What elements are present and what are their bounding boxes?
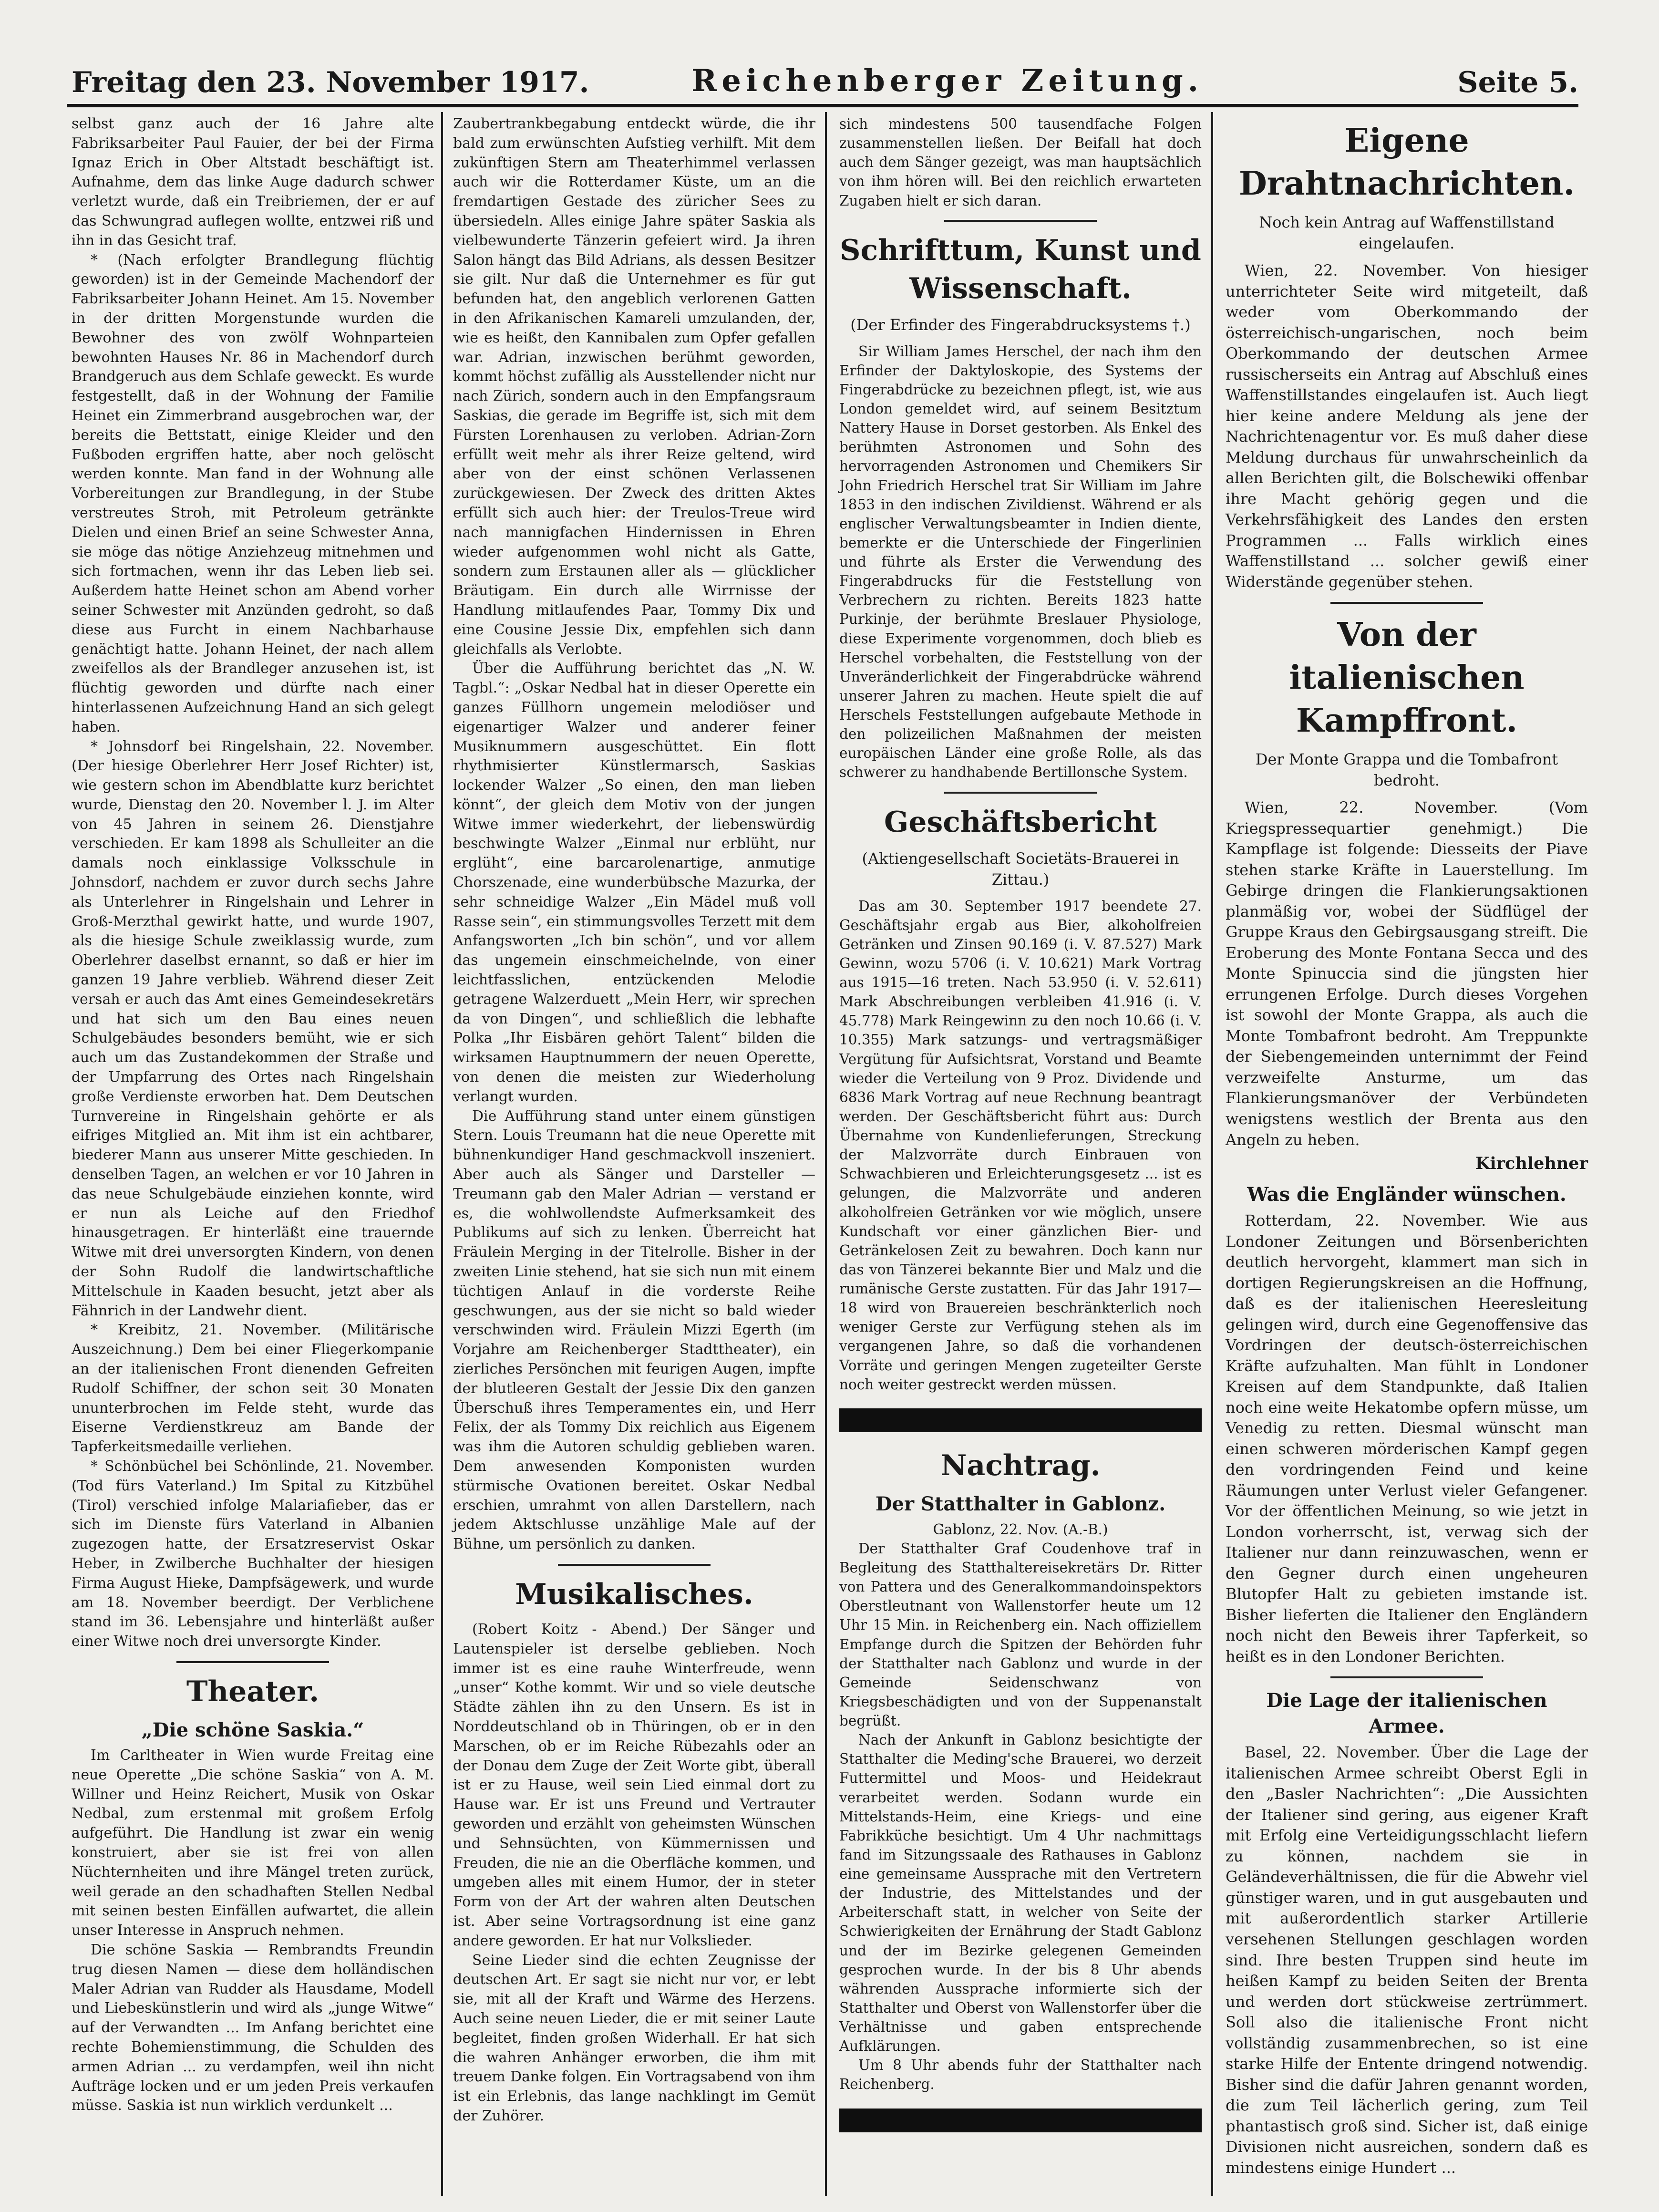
section-title-theater: Theater. bbox=[186, 1675, 319, 1708]
article-paragraph: Die Aufführung stand unter einem günstigen Stern. Louis Treumann hat die neue Operette mit bühnenkundiger Hand geschmackvoll inszeniert. Aber auch als Sänger und Darsteller — Treumann gab den Maler Adrian — verstand er es, die wohlwollendste Aufmerksamkeit des Publikums auf sich zu lenken. Überreicht hat Fräulein Merging in der Titelrolle. Bisher in der zweiten Linie stehend, hat sie sich nun mit einem tüchtigen Anlauf in die vorderste Reihe geschwungen, aus der sie nicht so bald wieder verschwinden wird. Fräulein Mizzi Egerth (im Vorjahre am Reichenberger Stadttheater), ein zierliches Persönchen mit feurigen Augen, impfte der blutleeren Gestalt der Jessie Dix den ganzen Überschuß ihres Temperamentes ein, und Herr Felix, der als Tommy Dix reichlich aus Eigenem was ihm die Autoren schuldig geblieben waren. Dem anwesenden Komponisten wurden stürmische Ovationen bereitet. Oskar Nedbal erschien, umrahmt von allen Darstellern, nach jedem Aktschlusse unzählige Male auf der Bühne, um persönlich zu danken. bbox=[453, 1107, 815, 1553]
section-divider bbox=[558, 1564, 711, 1566]
header-rule bbox=[67, 104, 1578, 107]
article-paragraph: * (Nach erfolgter Brandlegung flüchtig geworden) ist in der Gemeinde Machendorf der Fabriksarbeiter Johann Heinet. Am 15. November in der dritten Morgenstunde wurden die Bewohner des von zwölf Wohnparteien bewohnten Hauses Nr. 86 in Machendorf durch Brandgeruch aus dem Schlafe geweckt. Es wurde festgestellt, daß in der Wohnung der Familie Heinet ein Zimmerbrand ausgebrochen war, der bereits die Bettstatt, einige Kleider und den Fußboden ergriffen hatte, aber noch gelöscht werden konnte. Man fand in der Wohnung alle Vorbereitungen zur Brandlegung, in der Stube verstreutes Stroh, mit Petroleum getränkte Dielen und einen Brief an seine Schwester Anna, sie möge das nötige Anziehzeug mitnehmen und sich fortmachen, wenn ihr das Leben lieb sei. Außerdem hatte Heinet schon am Abend vorher seiner Schwester mit Anzünden gedroht, so daß diese aus Furcht in einem Nachbarhause genächtigt hatte. Johann Heinet, der nach allem zweifellos als der Brandleger anzusehen ist, ist flüchtig geworden und dürfte nach einer hinterlassenen Aufzeichnung Hand an sich gelegt haben. bbox=[72, 251, 434, 735]
article-paragraph: Der Statthalter Graf Coudenhove traf in Begleitung des Statthaltereisekretärs Dr. Ritter von Pattera und des Generalkommandoinspektors Oberstleutnant von Wallenstorfer heute um 12 Uhr 15 Min. in Reichenberg ein. Nach offiziellem Empfange durch die Spitzen der Behörden fuhr der Statthalter nach Gablonz und wurde in der Gemeinde Seidenschwanz von Kriegsbeschädigten und von der Suppenanstalt begrüßt. bbox=[839, 1540, 1202, 1729]
article-paragraph: Um 8 Uhr abends fuhr der Statthalter nach Reichenberg. bbox=[839, 2057, 1202, 2093]
black-rule bbox=[839, 2109, 1202, 2132]
article-paragraph: selbst ganz auch der 16 Jahre alte Fabriksarbeiter Paul Fauier, der bei der Firma Ignaz Erich in Ober Altstadt beschäftigt ist. Aufnahme, dem das linke Auge dadurch schwer verletzt wurde, daß ein Treibriemen, der er auf das Schwungrad auflegen wollte, entzwei riß und ihn in das Gesicht traf. bbox=[72, 115, 434, 249]
page-number: Seite 5. bbox=[1457, 66, 1578, 99]
section-title-front: Von der italienischen Kampffront. bbox=[1289, 616, 1525, 740]
article-subtitle: Der Statthalter in Gablonz. bbox=[875, 1492, 1166, 1515]
column-divider bbox=[441, 112, 443, 2196]
article-subtitle: „Die schöne Saskia.“ bbox=[141, 1718, 364, 1741]
section-divider bbox=[1330, 602, 1483, 604]
section-divider bbox=[1330, 1676, 1483, 1678]
section-title-business: Geschäftsbericht bbox=[884, 805, 1157, 839]
article-paragraph: Wien, 22. November. Von hiesiger unterrichteter Seite wird mitgeteilt, daß weder vom Oberkommando der österreichisch-ungarischen, noch beim Oberkommando der deutschen Armee russischerseits ein Antrag auf Abschluß eines Waffenstillstandes eingelaufen ist. Auch liegt hier keine andere Meldung als jene der Nachrichtenagentur vor. Es muß daher diese Meldung durchaus für unwahrscheinlich da allen Berichten gilt, die Bolschewiki offenbar ihre Macht gehörig gegen und die Verkehrsfähigkeit des Landes den ersten Programmen ... Falls wirklich eines Waffenstillstand ... solcher gewiß einer Widerstände gegenüber stehen. bbox=[1226, 261, 1588, 591]
byline: Kirchlehner bbox=[1475, 1154, 1588, 1174]
black-rule bbox=[839, 1408, 1202, 1432]
article-paragraph: Seine Lieder sind die echten Zeugnisse der deutschen Art. Er sagt sie nicht nur vor, er lebt sie, mit all der Kraft und Wärme des Herzens. Auch seine neuen Lieder, die er mit seiner Laute begleitet, finden großen Widerhall. Er hat sich die wahren Anhänger erworben, die ihm mit treuem Danke folgen. Ein Vortragsabend von ihm ist ein Erlebnis, das lange nachklingt im Gemüt der Zuhörer. bbox=[453, 1952, 815, 2124]
section-divider bbox=[944, 220, 1097, 222]
article-subtitle: Was die Engländer wünschen. bbox=[1247, 1183, 1566, 1206]
column-divider bbox=[825, 112, 827, 2196]
article-subtitle: (Aktiengesellschaft Societäts-Brauerei in Zittau.) bbox=[862, 849, 1179, 889]
article-paragraph: Sir William James Herschel, der nach ihm den Erfinder der Daktyloskopie, des Systems der Fingerabdrücke zu bezeichnen pflegt, ist, wie aus London gemeldet wird, auf seinem Besitztum Nattery Hause in Dorset gestorben. Als Enkel des berühmten Astronomen und Sohn des hervorragenden Astronomen und Chemikers Sir John Friedrich Herschel trat Sir William im Jahre 1853 in den indischen Zivildienst. Während er als englischer Verwaltungsbeamter in Indien diente, bemerkte er die Unterschiede der Fingerlinien und führte als Erster die Verwendung des Fingerabdrucks für die Feststellung von Verbrechern zu richten. Bereits 1823 hatte Purkinje, der berühmte Breslauer Physiologe, diese Experimente vorgenommen, doch blieb es Herschel vorbehalten, die Feststellung von der Unveränderlichkeit der Fingerabdrücke während unserer Jahren zu machen. Heute spielt die auf Herschels Feststellungen aufgebaute Methode in den polizeilichen Maßnahmen der meisten europäischen Länder eine große Rolle, als das schwerer zu handhabende Bertillonsche System. bbox=[839, 343, 1202, 781]
column-1 bbox=[72, 114, 434, 2116]
article-paragraph: Das am 30. September 1917 beendete 27. Geschäftsjahr ergab aus Bier, alkoholfreien Getränken und Zinsen 90.169 (i. V. 87.527) Mark Gewinn, wozu 5706 (i. V. 10.621) Mark Vortrag aus 1915—16 treten. Nach 53.950 (i. V. 52.611) Mark Abschreibungen verbleiben 41.916 (i. V. 45.778) Mark Reingewinn zu den noch 10.66 (i. V. 10.355) Mark satzungs- und vertragsmäßiger Vergütung für Aufsichtsrat, Vorstand und Beamte wieder die Verteilung von 9 Proz. Dividende und 6836 Mark Vortrag auf neue Rechnung beantragt werden. Der Geschäftsbericht führt aus: Durch Übernahme von Kundenlieferungen, Streckung der Malzvorräte durch Einbrauen von Schwachbieren und Erleichterungsgesetz ... ist es gelungen, die Malzvorräte und anderen alkoholfreien Getränken vor wie möglich, unsere Kundschaft vor einer gänzlichen Bier- und Getränkelosen Zeit zu bewahren. Doch kann nur das von Tänzerei bekannte Bier und Malz und die rumänische Gerste zustatten. Für das Jahr 1917—18 wird von Brauereien beschränkterlich noch weniger Gerste zur Verfügung stehen als im vergangenen Jahre, so daß die vorhandenen Vorräte und geringen Mengen zugeteilter Gerste noch weiter gestreckt werden müssen. bbox=[839, 898, 1202, 1393]
column-4 bbox=[1226, 114, 1588, 2178]
masthead bbox=[72, 57, 1578, 103]
section-divider bbox=[176, 1661, 329, 1663]
newspaper-title: Reichenberger Zeitung. bbox=[691, 63, 1204, 99]
article-paragraph: Über die Aufführung berichtet das „N. W. Tagbl.“: „Oskar Nedbal hat in dieser Operette ein ganzes Füllhorn ungemein melodiöser und eigenartiger Walzer und anderer feiner Musiknummern ausgeschüttet. Ein flott rhythmisierter Künstlermarsch, Saskias lockender Walzer „So einen, den man lieben könnt“, der gleich dem Motiv von der jungen Witwe immer wiederkehrt, der liebenswürdig beschwingte Walzer „Einmal nur erblüht, nur erglüht“, eine barcarolenartige, anmutige Chorszenade, eine wunderbübsche Mazurka, der sehr schneidige Walzer „Ein Mädel muß voll Rasse sein“, ein stimmungsvolles Terzett mit dem Anfangsworten „Ich bin schön“, und vor allem das ungemein einschmeichelnde, von einer leichtfasslichen, entzückenden Melodie getragene Walzerduett „Mein Herr, wir sprechen da von Dingen“, und schließlich die lebhafte Polka „Ihr Eisbären gehört Talent“ bilden die wirksamen Hauptnummern der neuen Operette, von denen die meisten zur Wiederholung verlangt wurden. bbox=[453, 660, 815, 1105]
article-paragraph: (Robert Koitz - Abend.) Der Sänger und Lautenspieler ist derselbe geblieben. Noch immer ist es eine rauhe Winterfreude, wenn „unser“ Kothe kommt. Wir und so viele deutsche Städte zählen ihn zu den Unsern. Es ist in Norddeutschland ob in Thüringen, ob er in den Marschen, ob er im Reiche Rübezahls oder an der Donau dem Zuge der Zeit Worte gibt, überall ist er zu Hause, weil sein Lied einmal dort zu Hause war. Er ist uns Freund und Vertrauter geworden und erzählt von geheimsten Wünschen und Sehnsüchten, von Kümmernissen und Freuden, die nie an die Oberfläche kommen, und umgeben alles mit einem Humor, der in steter Form von der Art der wahren alten Deutschen ist. Aber seine Vortragsordnung ist eine ganz andere geworden. Er hat nur Volkslieder. bbox=[453, 1621, 815, 1949]
article-paragraph: sich mindestens 500 tausendfache Folgen zusammenstellen ließen. Der Beifall hat doch auch dem Sänger gezeigt, was man hauptsächlich von ihm hören will. Bei den reichlich erwarteten Zugaben hielt er sich daran. bbox=[839, 116, 1202, 209]
dateline: Gablonz, 22. Nov. (A.-B.) bbox=[933, 1521, 1108, 1538]
article-paragraph: Wien, 22. November. (Vom Kriegspressequartier genehmigt.) Die Kampflage ist folgende: Diesseits der Piave stehen starke Kräfte in Lauerstellung. Im Gebirge dringen die Flankierungsaktionen planmäßig vor, wobei der Südflügel der Gruppe Kraus den Gebirgsausgang streift. Die Eroberung des Monte Fontana Secca und des Monte Spinuccia sind die jüngsten hier errungenen Erfolge. Durch dieses Vorgehen ist sowohl der Monte Grappa, als auch die Monte Tombafront bedroht. Am Treppunkte der Siebengemeinden unternimmt der Feind verzweifelte Ansturme, um das Flankierungsmanöver der Verbündeten wenigstens westlich der Brenta aus den Angeln zu heben. bbox=[1226, 798, 1588, 1149]
article-paragraph: * Johnsdorf bei Ringelshain, 22. November. (Der hiesige Oberlehrer Herr Josef Richter) ist, wie gestern schon im Abendblatte kurz berichtet wurde, Dienstag den 20. November l. J. im Alter von 45 Jahren in seinem 26. Dienstjahre verschieden. Er kam 1898 als Schulleiter an die damals noch einklassige Volksschule in Johnsdorf, nachdem er zuvor durch sechs Jahre als Unterlehrer in Ringelshain und Lehrer in Groß-Merzthal gewirkt hatte, und wurde 1907, als die hiesige Schule zweiklassig wurde, zum Oberlehrer daselbst ernannt, so daß er hier im ganzen 19 Jahre verblieb. Während dieser Zeit versah er auch das Amt eines Gemeindesekretärs und hat sich um den Bau eines neuen Schulgebäudes besonders bemüht, wie er sich auch um das Zustandekommen der Straße und der Umpfarrung des Ortes nach Ringelshain große Verdienste erworben hat. Dem Deutschen Turnvereine in Ringelshain gehörte er als eifriges Mitglied an. Mit ihm ist ein achtbarer, biederer Mann aus unserer Mitte geschieden. In denselben Tagen, an welchen er vor 10 Jahren in das neue Schulgebäude einziehen konnte, wird er nun als Leiche auf den Friedhof hinausgetragen. Er hinterläßt eine trauernde Witwe mit drei unversorgten Kindern, von denen der Sohn Rudolf die landwirtschaftliche Mittelschule in Kaaden besucht, jetzt aber als Fähnrich in der Landwehr dient. bbox=[72, 738, 434, 1319]
article-subtitle: Die Lage der italienischen Armee. bbox=[1266, 1689, 1547, 1738]
section-title-literature: Schrifttum, Kunst und Wissenschaft. bbox=[840, 233, 1201, 305]
section-title-wire: Eigene Drahtnachrichten. bbox=[1238, 122, 1575, 203]
article-paragraph: Basel, 22. November. Über die Lage der italienischen Armee schreibt Oberst Egli in den „Basler Nachrichten“: „Die Aussichten der Italiener sind gering, aus eigener Kraft mit Erfolg eine Verteidigungsschlacht liefern zu können, nachdem sie in Geländeverhältnissen, die für die Abwehr viel günstiger waren, und in gut ausgebauten und mit außerordentlich starker Artillerie versehenen Stellungen geschlagen worden sind. Ihre besten Truppen sind heute im heißen Kampf zu beiden Seiten der Brenta und werden dort stückweise zertrümmert. Soll also die italienische Front nicht vollständig zusammenbrechen, so ist eine starke Hilfe der Entente dringend notwendig. Bisher sind die dafür Jahren genannt worden, die zum Teil lächerlich gering, zum Teil phantastisch groß sind. Sicher ist, daß einige Divisionen nicht ausreichen, sondern daß es mindestens einige Hundert ... bbox=[1226, 1743, 1588, 2177]
column-2 bbox=[453, 114, 815, 2126]
header-date: Freitag den 23. November 1917. bbox=[72, 66, 589, 99]
column-divider bbox=[1211, 112, 1213, 2196]
article-paragraph: * Schönbüchel bei Schönlinde, 21. November. (Tod fürs Vaterland.) Im Spital zu Kitzbühel (Tirol) verschied infolge Malariafieber, das er sich im Dienste fürs Vaterland in Albanien zugezogen hatte, der Ersatzreservist Oskar Heber, in Zwilberche Buchhalter der hiesigen Firma August Hieke, Dampfsägewerk, und wurde am 18. November beerdigt. Der Verblichene stand im 36. Lebensjahre und hinterläßt außer einer Witwe noch drei unversorgte Kinder. bbox=[72, 1457, 434, 1650]
column-3 bbox=[839, 114, 1202, 2147]
article-paragraph: Die schöne Saskia — Rembrandts Freundin trug diesen Namen — diese dem holländischen Maler Adrian van Rudder als Hausdame, Modell und Liebeskünstlerin und wird als „junge Witwe“ auf der Verwandten ... Im Anfang berichtet eine rechte Bohemienstimmung, die Schulden des armen Adrian ... zu verdampfen, weil ihn nicht Aufträge locken und er um jeden Preis verkaufen müsse. Saskia ist nun wirklich verdunkelt ... bbox=[72, 1941, 434, 2114]
article-paragraph: * Kreibitz, 21. November. (Militärische Auszeichnung.) Dem bei einer Fliegerkompanie an der italienischen Front dienenden Gefreiten Rudolf Schiffner, der schon seit 30 Monaten ununterbrochen im Felde steht, wurde das Eiserne Verdienstkreuz am Bande der Tapferkeitsmedaille verliehen. bbox=[72, 1322, 434, 1456]
section-title-nachtrag: Nachtrag. bbox=[940, 1448, 1101, 1482]
article-subtitle: (Der Erfinder des Fingerabdrucksystems †.) bbox=[850, 315, 1191, 334]
article-subtitle: Der Monte Grappa und die Tombafront bedroht. bbox=[1255, 750, 1558, 790]
section-divider bbox=[944, 792, 1097, 794]
article-subtitle: Noch kein Antrag auf Waffenstillstand eingelaufen. bbox=[1259, 213, 1555, 252]
article-paragraph: Rotterdam, 22. November. Wie aus Londoner Zeitungen und Börsenberichten deutlich hervorgeht, klammert man sich in dortigen Regierungskreisen an die Hoffnung, daß es der italienischen Heeresleitung gelingen wird, durch eine Gegenoffensive das Vordringen der deutsch-österreichischen Kräfte aufzuhalten. Man fühlt in Londoner Kreisen auf dem Standpunkte, daß Italien noch eine weite Hekatombe opfern müsse, um Venedig zu retten. Diesmal wünscht man einen schweren mörderischen Kampf gegen den vordringenden Feind und keine Räumungen unter Verlust vieler Gefangener. Vor der öffentlichen Meinung, so wie jetzt in London vorherrscht, ist, verwag sich der Italiener nur dann reinzuwaschen, wenn er den Gegner durch einen ungeheuren Blutopfer Halt zu gebieten imstande ist. Bisher lieferten die Italiener den Engländern noch nicht den Beweis ihrer Tapferkeit, so heißt es in den Londoner Berichten. bbox=[1226, 1211, 1588, 1665]
article-paragraph: Nach der Ankunft in Gablonz besichtigte der Statthalter die Meding'sche Brauerei, wo derzeit Futtermittel und Moos- und Heidekraut verarbeitet werden. Sodann wurde ein Mittelstands-Heim, eine Kriegs- und eine Fabrikküche besichtigt. Um 4 Uhr nachmittags fand im Sitzungssaale des Rathauses in Gablonz eine gemeinsame Aussprache mit den Vertretern der Industrie, des Mittelstandes und der Arbeiterschaft statt, in welcher von Seite der Schwierigkeiten der Ernährung der Stadt Gablonz und der im Bezirke gelegenen Gemeinden gesprochen wurde. In der bis 8 Uhr abends währenden Aussprache informierte sich der Statthalter und Oberst von Wallenstorfer über die Verhältnisse und gaben entsprechende Aufklärungen. bbox=[839, 1732, 1202, 2055]
article-paragraph: Im Carltheater in Wien wurde Freitag eine neue Operette „Die schöne Saskia“ von A. M. Willner und Heinz Reichert, Musik von Oskar Nedbal, zum erstenmal mit großem Erfolg aufgeführt. Die Handlung ist zwar ein wenig konstruiert, aber sie ist frei von allen Nüchternheiten und ihre Mängel treten zurück, weil gerade an den schadhaften Stellen Nedbal mit seinen besten Einfällen aufwartet, die allein unser Interesse in Anspruch nehmen. bbox=[72, 1747, 434, 1939]
article-paragraph: Zaubertrankbegabung entdeckt würde, die ihr bald zum erwünschten Aufstieg verhilft. Mit dem zukünftigen Stern am Theaterhimmel verlassen auch wir die Rotterdamer Küste, um an die fremdartigen Gestade des züricher Sees zu übersiedeln. Alles einige Jahre später Saskia als vielbewunderte Tänzerin gefeiert wird. Ja ihren Salon hängt das Bild Adrians, als dessen Besitzer sie gilt. Nur daß die Unternehmer es für gut befunden hat, den angeblich verlorenen Gatten in den Afrikanischen Kamareli umzulanden, der, wie es heißt, den Kannibalen zum Opfer gefallen war. Adrian, inzwischen berühmt geworden, kommt höchst zufällig als Ausstellender nicht nur nach Zürich, sondern auch in den Empfangsraum Saskias, die gerade im Begriffe ist, sich mit dem Fürsten Lorenhausen zu verloben. Adrian-Zorn erfüllt weit mehr als ihrer Reize geltend, wird aber von der einst schönen Verlassenen zurückgewiesen. Der Zweck des dritten Aktes erfüllt sich auch hier: der Treulos-Treue wird nach mannigfachen Hindernissen in Ehren wieder aufgenommen wohl nicht als Gatte, sondern zum Erstaunen aller als — glücklicher Bräutigam. Ein durch alle Wirrnisse der Handlung mitlaufendes Paar, Tommy Dix und eine Cousine Jessie Dix, empfehlen sich dann gleichfalls als Verlobte. bbox=[453, 115, 815, 658]
section-title-music: Musikalisches. bbox=[515, 1577, 753, 1611]
